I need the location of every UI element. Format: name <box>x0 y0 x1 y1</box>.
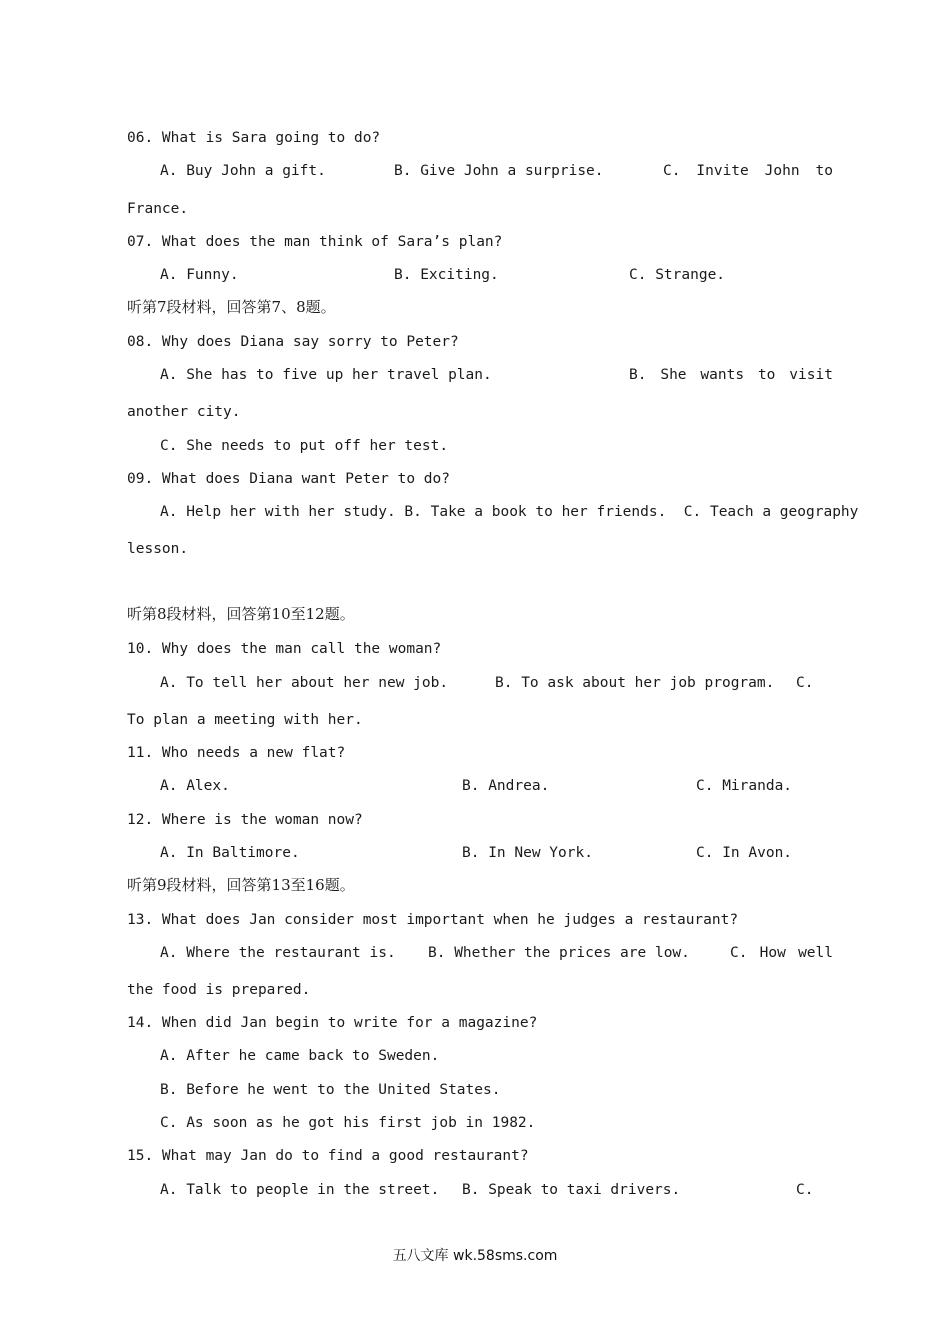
q10-option-c-continued: To plan a meeting with her. <box>127 712 363 728</box>
section-9-heading: 听第9段材料，回答第13至16题。 <box>127 876 355 894</box>
q07-option-a: A. Funny. <box>160 267 239 283</box>
q06-option-a: A. Buy John a gift. <box>160 163 326 179</box>
q10-stem: 10. Why does the man call the woman? <box>127 641 442 657</box>
q11-option-c: C. Miranda. <box>696 778 793 794</box>
q14-option-a: A. After he came back to Sweden. <box>160 1048 440 1064</box>
q11-option-a: A. Alex. <box>160 778 230 794</box>
q12-option-b: B. In New York. <box>462 845 593 861</box>
q08-option-b: B. She wants to visit <box>629 367 833 383</box>
q07-option-b: B. Exciting. <box>394 267 499 283</box>
footer-watermark: 五八文库 wk.58sms.com <box>392 1248 558 1264</box>
q14-option-b: B. Before he went to the United States. <box>160 1082 501 1098</box>
section-8-heading: 听第8段材料，回答第10至12题。 <box>127 605 355 623</box>
q13-option-a: A. Where the restaurant is. <box>160 945 396 961</box>
q09-stem: 09. What does Diana want Peter to do? <box>127 471 451 487</box>
q15-option-c: C. <box>796 1182 814 1198</box>
q08-option-c: C. She needs to put off her test. <box>160 438 449 454</box>
q14-option-c: C. As soon as he got his first job in 1982. <box>160 1115 536 1131</box>
q13-option-b: B. Whether the prices are low. <box>428 945 690 961</box>
q06-option-c: C. Invite John to <box>663 163 833 179</box>
q08-option-a: A. She has to five up her travel plan. <box>160 367 492 383</box>
q06-option-b: B. Give John a surprise. <box>394 163 604 179</box>
q10-option-a: A. To tell her about her new job. <box>160 675 449 691</box>
q11-stem: 11. Who needs a new flat? <box>127 745 346 761</box>
q06-stem: 06. What is Sara going to do? <box>127 130 381 146</box>
section-7-heading: 听第7段材料，回答第7、8题。 <box>127 298 336 316</box>
q12-option-c: C. In Avon. <box>696 845 793 861</box>
q09-options: A. Help her with her study. B. Take a book to her friends. C. Teach a geography <box>160 504 859 520</box>
q13-option-c-continued: the food is prepared. <box>127 982 311 998</box>
q12-option-a: A. In Baltimore. <box>160 845 300 861</box>
q15-option-a: A. Talk to people in the street. <box>160 1182 440 1198</box>
q14-stem: 14. When did Jan begin to write for a magazine? <box>127 1015 538 1031</box>
q10-option-c: C. <box>796 675 814 691</box>
q07-option-c: C. Strange. <box>629 267 726 283</box>
q15-option-b: B. Speak to taxi drivers. <box>462 1182 681 1198</box>
q13-stem: 13. What does Jan consider most important when he judges a restaurant? <box>127 912 739 928</box>
q08-stem: 08. Why does Diana say sorry to Peter? <box>127 334 459 350</box>
q11-option-b: B. Andrea. <box>462 778 550 794</box>
q09-option-c-continued: lesson. <box>127 541 189 557</box>
q06-option-c-continued: France. <box>127 201 189 217</box>
q13-option-c: C. How well <box>730 945 833 961</box>
q12-stem: 12. Where is the woman now? <box>127 812 363 828</box>
q07-stem: 07. What does the man think of Sara’s plan? <box>127 234 503 250</box>
q15-stem: 15. What may Jan do to find a good restaurant? <box>127 1148 529 1164</box>
q10-option-b: B. To ask about her job program. <box>495 675 775 691</box>
q08-option-b-continued: another city. <box>127 404 241 420</box>
